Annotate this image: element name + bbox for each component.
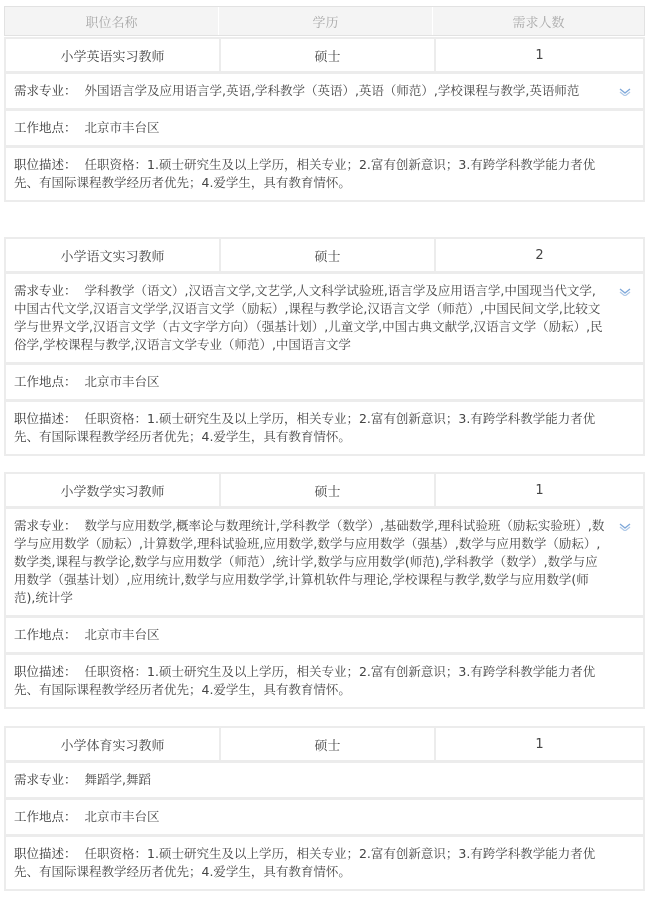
description-value: 任职资格：1.硕士研究生及以上学历，相关专业；2.富有创新意识；3.有跨学科教学能力者优先、有国际课程教学经历者优先；4.爱学生，具有教育情怀。 bbox=[14, 664, 596, 697]
job-count: 1 bbox=[434, 728, 643, 760]
job-location-row bbox=[6, 618, 643, 652]
major-value: 舞蹈学,舞蹈 bbox=[84, 772, 151, 787]
job-summary-row[interactable] bbox=[6, 474, 643, 506]
chevron-down-icon[interactable] bbox=[619, 83, 631, 93]
job-title: 小学语文实习教师 bbox=[60, 249, 165, 265]
job-major-row bbox=[6, 509, 643, 615]
description-value: 任职资格：1.硕士研究生及以上学历，相关专业；2.富有创新意识；3.有跨学科教学能力者优先、有国际课程教学经历者优先；4.爱学生，具有教育情怀。 bbox=[14, 411, 596, 444]
job-title: 小学数学实习教师 bbox=[60, 484, 165, 500]
job-location-row bbox=[6, 365, 643, 399]
header-position: 职位名称 bbox=[5, 7, 219, 35]
job-count: 1 bbox=[434, 474, 643, 506]
location-label: 工作地点： bbox=[14, 374, 77, 389]
job-location-row bbox=[6, 800, 643, 834]
job-major-row bbox=[6, 763, 643, 797]
major-label: 需求专业： bbox=[14, 518, 77, 533]
job-card bbox=[4, 37, 645, 202]
job-description-row bbox=[6, 655, 643, 707]
job-title: 小学英语实习教师 bbox=[60, 49, 165, 65]
job-card bbox=[4, 726, 645, 891]
chevron-down-icon[interactable] bbox=[619, 283, 631, 293]
description-label: 职位描述： bbox=[14, 157, 77, 172]
location-label: 工作地点： bbox=[14, 120, 77, 135]
job-major-row bbox=[6, 274, 643, 362]
job-degree: 硕士 bbox=[219, 239, 434, 271]
description-value: 任职资格：1.硕士研究生及以上学历，相关专业；2.富有创新意识；3.有跨学科教学能力者优先、有国际课程教学经历者优先；4.爱学生，具有教育情怀。 bbox=[14, 846, 596, 879]
job-summary-row[interactable] bbox=[6, 39, 643, 71]
table-header bbox=[4, 6, 645, 36]
major-value: 外国语言学及应用语言学,英语,学科教学（英语）,英语（师范）,学校课程与教学,英语师范 bbox=[84, 83, 580, 98]
job-card bbox=[4, 472, 645, 709]
description-label: 职位描述： bbox=[14, 846, 77, 861]
header-count: 需求人数 bbox=[512, 15, 565, 31]
job-description-row bbox=[6, 837, 643, 889]
major-label: 需求专业： bbox=[14, 83, 77, 98]
chevron-down-icon[interactable] bbox=[619, 518, 631, 528]
job-degree: 硕士 bbox=[219, 728, 434, 760]
job-major-row bbox=[6, 74, 643, 108]
description-label: 职位描述： bbox=[14, 664, 77, 679]
location-label: 工作地点： bbox=[14, 627, 77, 642]
job-count: 2 bbox=[434, 239, 643, 271]
major-value: 学科教学（语文）,汉语言文学,文艺学,人文科学试验班,语言学及应用语言学,中国现当代文学,中国古代文学,汉语言文学学,汉语言文学（励耘）,课程与教学论,汉语言文学（师范）,中国民间文学,比较文学与世界文学,汉语言文学（古文字学方向）（强基计划）,儿童文学,中国古典文献学,汉语言文学（励耘）,民俗学,学校课程与教学,汉语言文学专业（师范）,中国语言文学 bbox=[14, 283, 603, 352]
header-degree: 学历 bbox=[219, 7, 433, 35]
job-card bbox=[4, 237, 645, 456]
job-location-row bbox=[6, 111, 643, 145]
job-summary-row[interactable] bbox=[6, 728, 643, 760]
job-count: 1 bbox=[434, 39, 643, 71]
location-value: 北京市丰台区 bbox=[84, 374, 160, 389]
major-label: 需求专业： bbox=[14, 772, 77, 787]
job-description-row bbox=[6, 402, 643, 454]
description-label: 职位描述： bbox=[14, 411, 77, 426]
location-value: 北京市丰台区 bbox=[84, 809, 160, 824]
location-value: 北京市丰台区 bbox=[84, 627, 160, 642]
location-value: 北京市丰台区 bbox=[84, 120, 160, 135]
job-title: 小学体育实习教师 bbox=[60, 738, 165, 754]
description-value: 任职资格：1.硕士研究生及以上学历，相关专业；2.富有创新意识；3.有跨学科教学能力者优先、有国际课程教学经历者优先；4.爱学生，具有教育情怀。 bbox=[14, 157, 596, 190]
job-degree: 硕士 bbox=[219, 474, 434, 506]
major-label: 需求专业： bbox=[14, 283, 77, 298]
major-value: 数学与应用数学,概率论与数理统计,学科教学（数学）,基础数学,理科试验班（励耘实验班）,数学与应用数学（励耘）,计算数学,理科试验班,应用数学,数学与应用数学（强基）,数学与应用数学（励耘）,数学类,课程与教学论,数学与应用数学（师范）,统计学,数学与应用数学(师范),学科教学（数学）,数学与应用数学（强基计划）,应用统计,数学与应用数学学,计算机软件与理论,学校课程与教学,数学与应用数学(师范),统计学 bbox=[14, 518, 605, 605]
job-description-row bbox=[6, 148, 643, 200]
location-label: 工作地点： bbox=[14, 809, 77, 824]
job-summary-row[interactable] bbox=[6, 239, 643, 271]
job-degree: 硕士 bbox=[219, 39, 434, 71]
